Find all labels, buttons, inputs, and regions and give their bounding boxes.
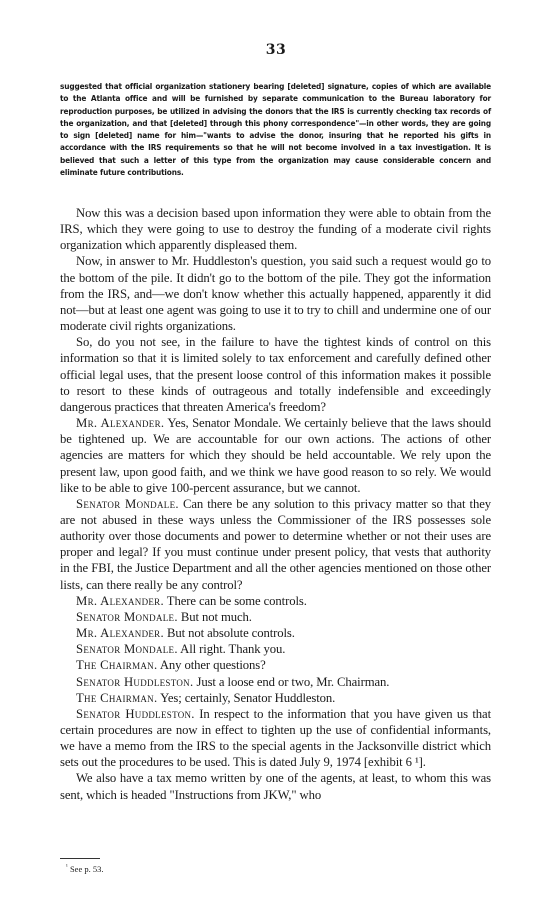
paragraph-text: Can there be any solution to this privacy matter so that they are not abused in these ways unless the Commissioner of the IRS possesses sole authority over those documents and power to determine whether or not their uses are proper and legal? If you must continue under present policy, that vests that authority in the FBI, the Justice Department and all the other agencies mentioned on those other lists, can there really be any control? — [60, 496, 492, 592]
paragraph — [60, 205, 491, 253]
paragraph — [60, 609, 491, 625]
paragraph — [60, 674, 491, 690]
quoted-memo-excerpt: suggested that official organization stationery bearing [deleted] signature, copies of which are available to the Atlanta office and will be furnished by separate communication to the Bureau laboratory for reproduction purposes, be utilized in advising the donors that the IRS is currently checking tax records of the organization, and that [deleted] through this phony correspondence"—in other words, they are going to sign [deleted] name for him—"wants to advise the donor, insuring that he reported his gifts in accordance with the IRS requirements so that he will not become involved in a tax investigation. It is believed that such a letter of this type from the organization may cause considerable concern and eliminate future contributions. — [60, 81, 491, 178]
footnote — [66, 862, 103, 875]
speaker-name: Senator Mondale. — [76, 496, 179, 511]
speaker-name: The Chairman. — [76, 690, 158, 705]
paragraph — [60, 253, 491, 334]
paragraph-text: Just a loose end or two, Mr. Chairman. — [193, 674, 390, 689]
speaker-name: Senator Mondale. — [76, 642, 178, 657]
paragraph-text: Yes, Senator Mondale. We certainly believe that the laws should be tightened up. We are accountable for our own actions. The actions of other agencies are matters for which they should be held accountable. We rely upon the present law, upon good faith, and we think we have good reason to so rely. We would like to be able to give 100-percent assurance, but we cannot. — [60, 416, 491, 495]
speaker-name: Mr. Alexander. — [76, 593, 164, 608]
paragraph-text: We also have a tax memo written by one of the agents, at least, to whom this was sent, which is headed "Instructions from JKW," who — [60, 771, 491, 802]
paragraph-text: In respect to the information that you have given us that certain procedures are now in effect to tighten up the use of confidential informants, we have a memo from the IRS to the special agents in the Jacksonville district which sets out the procedures to be used. This is dated July 9, 1974 [exhibit 6 ¹]. — [60, 706, 492, 770]
paragraph-text: Any other questions? — [157, 658, 266, 673]
paragraph — [60, 496, 491, 593]
footnote-text: See p. 53. — [67, 863, 104, 874]
paragraph-text: Now, in answer to Mr. Huddleston's question, you said such a request would go to the bottom of the pile. It didn't go to the bottom of the pile. They got the information from the IRS, and—we don't know whether this actually happened, apparently it did not—but at least one agent was going to use it to try to chill and undermine one of our moderate civil rights organizations. — [60, 254, 491, 334]
paragraph-text: There can be some controls. — [163, 593, 307, 608]
paragraph-text: But not much. — [177, 609, 252, 624]
paragraph — [60, 706, 491, 771]
paragraph-text: Now this was a decision based upon information they were able to obtain from the IRS, which they were going to use to destroy the funding of a moderate civil rights organization which apparently displeased them. — [60, 206, 491, 253]
speaker-name: Mr. Alexander. — [76, 626, 164, 641]
footnote-divider — [60, 858, 100, 859]
paragraph — [60, 415, 491, 496]
paragraph — [60, 690, 491, 706]
speaker-name: Senator Mondale. — [76, 609, 178, 624]
paragraph-text: Yes; certainly, Senator Huddleston. — [157, 690, 336, 705]
paragraph — [60, 593, 491, 609]
speaker-name: Mr. Alexander. — [76, 416, 165, 431]
paragraph — [60, 641, 491, 657]
paragraph-text: So, do you not see, in the failure to have the tightest kinds of control on this information so that it is limited solely to tax enforcement and carefully defined other official legal uses, that the present loose control of this information makes it possible to resort to these kinds of outrageous and totally indefensible and exceedingly dangerous practices that threaten America's freedom? — [60, 335, 491, 414]
testimony-body — [60, 205, 491, 803]
footnote-mark: ¹ — [66, 864, 68, 870]
paragraph-text: All right. Thank you. — [177, 642, 286, 657]
paragraph — [60, 625, 491, 641]
paragraph — [60, 334, 491, 415]
speaker-name: Senator Huddleston. — [76, 706, 195, 721]
speaker-name: Senator Huddleston. — [76, 674, 194, 689]
paragraph — [60, 770, 491, 802]
page-number: 33 — [265, 42, 287, 58]
paragraph-text: But not absolute controls. — [163, 626, 295, 641]
speaker-name: The Chairman. — [76, 658, 158, 673]
paragraph — [60, 657, 491, 673]
